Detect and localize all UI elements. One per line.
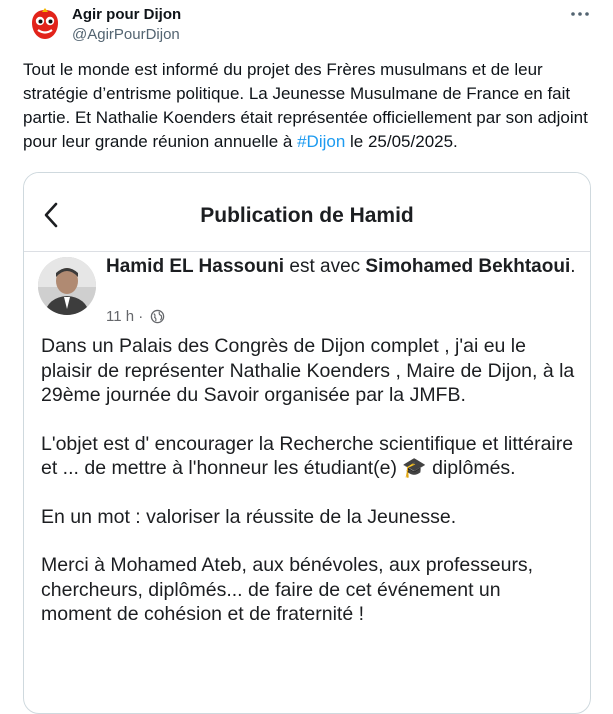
tweet-text xyxy=(23,58,593,154)
more-icon xyxy=(568,2,592,26)
author-name[interactable]: Agir pour Dijon xyxy=(72,6,182,23)
poster-avatar xyxy=(38,257,96,315)
fb-header xyxy=(24,173,590,252)
avatar-logo-icon xyxy=(25,4,65,44)
post-body xyxy=(41,334,576,627)
fb-header-title: Publication de Hamid xyxy=(200,204,414,227)
author-handle[interactable]: @AgirPourDijon xyxy=(72,26,180,43)
post-paragraph: Merci à Mohamed Ateb, aux bénévoles, aux professeurs, chercheurs, diplômés... de faire de cet événement un moment de cohésion et de fraternité ! xyxy=(41,554,534,625)
post-paragraph: En un mot : valoriser la réussite de la Jeunesse. xyxy=(41,505,457,528)
post-time: 11 h · xyxy=(106,308,144,325)
more-button[interactable] xyxy=(568,2,592,26)
post-paragraph: L'objet est d' encourager la Recherche scientifique et littéraire et ... de mettre à l'honneur les étudiant(e) 🎓 diplômés. xyxy=(41,432,574,479)
embedded-screenshot[interactable] xyxy=(23,172,591,714)
tweet-text-before: Tout le monde est informé du projet des Frères musulmans et de leur stratégie d’entrisme politique. La Jeunesse Musulmane de France en fait partie. Et Nathalie Koenders était représentée officiellement par son adjoint pour leur grande réunion annuelle à xyxy=(23,60,593,151)
poster-name: Hamid EL Hassouni xyxy=(106,256,285,277)
with-text: est avec xyxy=(284,256,366,277)
post-meta xyxy=(106,308,165,325)
poster-line xyxy=(106,253,576,280)
tagged-name: Simohamed Bekhtaoui xyxy=(365,256,571,277)
tagged-suffix: . xyxy=(570,256,576,277)
avatar[interactable] xyxy=(25,4,65,44)
post-paragraph: Dans un Palais des Congrès de Dijon complet , j'ai eu le plaisir de représenter Nathalie Koenders , Maire de Dijon, à la 29ème journée du Savoir organisée par la JMFB. xyxy=(41,335,575,406)
hashtag-link[interactable]: #Dijon xyxy=(297,132,346,151)
tweet-text-after: le 25/05/2025. xyxy=(345,132,458,151)
globe-icon xyxy=(150,309,165,324)
